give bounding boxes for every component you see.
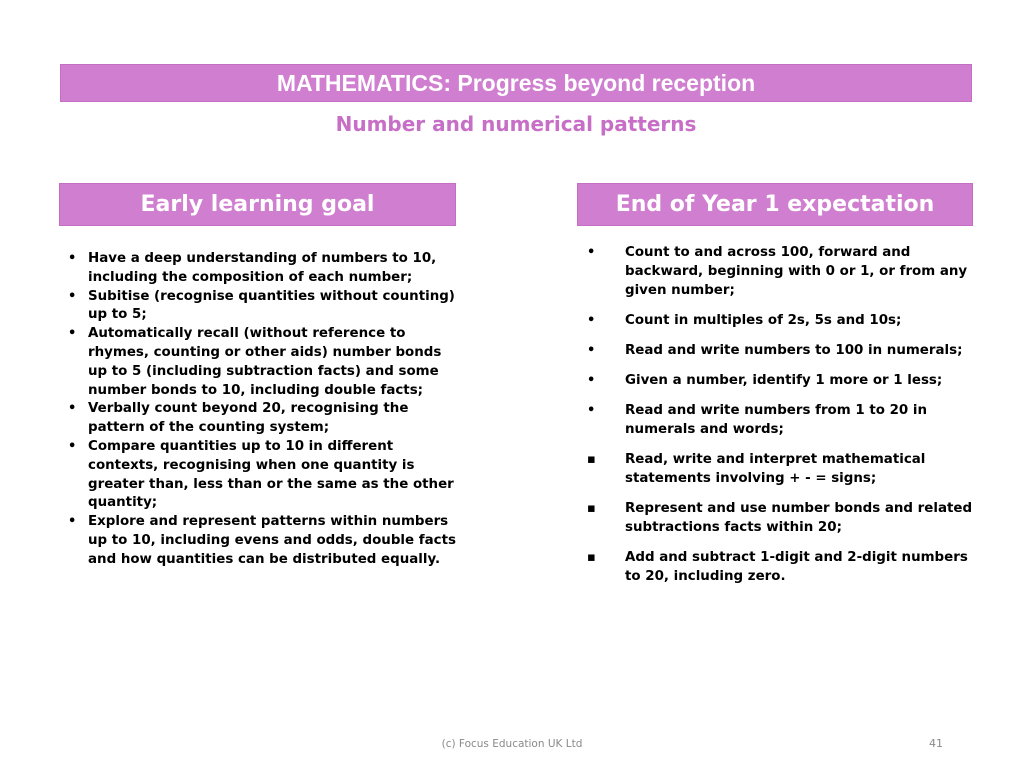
page-title: MATHEMATICS: Progress beyond reception [276,69,756,96]
list-item-text: Read and write numbers from 1 to 20 in numerals and words; [625,403,928,437]
list-item-text: Add and subtract 1-digit and 2-digit numbers to 20, including zero. [625,550,968,584]
list-item-text: Explore and represent patterns within numbers up to 10, including evens and odds, double facts and how quantities can be distributed equally. [88,514,456,567]
list-item-text: Compare quantities up to 10 in different contexts, recognising when one quantity is greater than, less than or the same as the other quantity; [88,438,454,511]
bullet-icon: • [68,514,77,530]
list-item-text: Count to and across 100, forward and backward, beginning with 0 or 1, or from any given number; [625,245,968,298]
square-bullet-icon: ▪ [587,452,596,467]
page-subtitle: Number and numerical patterns [335,112,697,136]
list-item [585,548,975,586]
square-bullet-icon: ▪ [587,501,596,516]
list-item-text: Given a number, identify 1 more or 1 less; [625,373,943,388]
list-item-text: Represent and use number bonds and related subtractions facts within 20; [625,501,973,535]
list-item [585,499,975,537]
list-item [585,243,975,300]
early-learning-goal-list [62,250,462,570]
bullet-icon: • [587,313,596,328]
bullet-icon: • [587,245,596,260]
bullet-icon: • [68,288,77,304]
year1-expectation-list [585,243,975,597]
list-item [585,401,975,439]
list-item [585,450,975,488]
list-item [62,438,462,513]
early-learning-goal-header: Early learning goal [59,183,456,226]
list-item-text: Read and write numbers to 100 in numerals; [625,343,963,358]
square-bullet-icon: ▪ [587,550,596,565]
list-item [62,250,462,288]
list-item-text: Automatically recall (without reference to rhymes, counting or other aids) number bonds up to 5 (including subtraction facts) and some number bonds to 10, including double facts; [88,326,442,398]
bullet-icon: • [68,326,77,342]
bullet-icon: • [68,251,77,266]
list-item-text: Subitise (recognise quantities without counting) up to 5; [88,288,455,323]
bullet-icon: • [68,401,77,417]
list-item [62,400,462,438]
list-item-text: Read, write and interpret mathematical statements involving + - = signs; [625,452,926,486]
bullet-icon: • [587,403,596,418]
page-number: 41 [929,737,943,750]
list-item [62,513,462,569]
bullet-icon: • [587,343,596,358]
copyright-footer: (c) Focus Education UK Ltd [441,738,583,750]
title-bar [60,64,972,102]
list-item-text: Count in multiples of 2s, 5s and 10s; [625,313,902,328]
list-item-text: Verbally count beyond 20, recognising the pattern of the counting system; [88,401,409,436]
list-item [62,325,462,400]
year1-expectation-header: End of Year 1 expectation [577,183,973,226]
list-item [585,371,975,390]
list-item [585,311,975,330]
list-item-text: Have a deep understanding of numbers to 10, including the composition of each number; [88,251,437,285]
list-item [585,341,975,360]
bullet-icon: • [68,438,77,454]
bullet-icon: • [587,373,596,388]
list-item [62,288,462,326]
